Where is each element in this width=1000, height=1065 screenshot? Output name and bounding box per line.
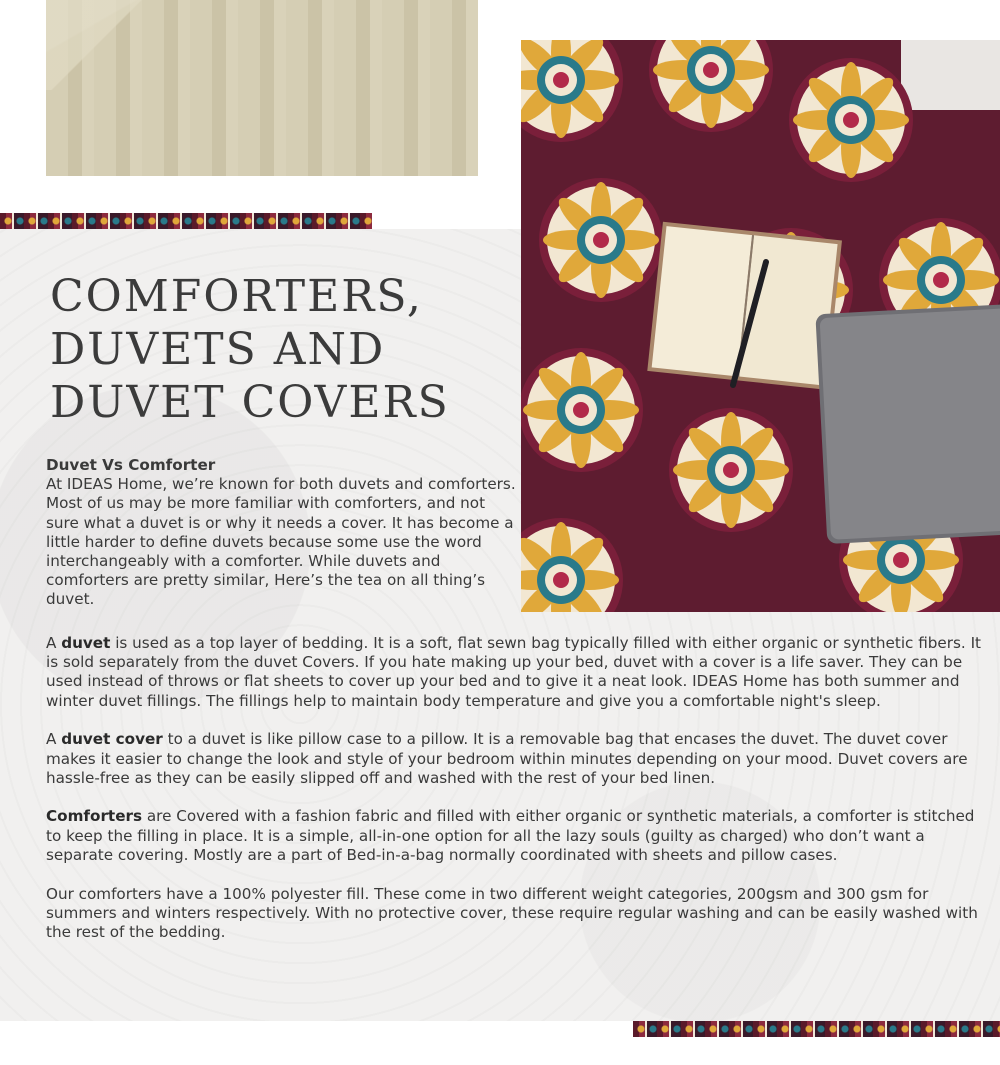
page-title [50,270,510,429]
mandala-strip-top [0,213,372,229]
title-line-3: DUVET COVERS [50,377,450,428]
paragraph-duvet-cover [46,730,986,788]
term-duvet: duvet [61,634,111,652]
bedspread-illustration [521,40,1000,612]
article-body [46,634,986,962]
title-line-2: DUVETS AND [50,324,386,375]
intro-subtitle: Duvet Vs Comforter [46,456,216,474]
title-line-1: COMFORTERS, [50,271,423,322]
paragraph-duvet [46,634,986,711]
paragraph-duvet-text: is used as a top layer of bedding. It is a soft, flat sewn bag typically filled with either organic or synthetic fibers. It is sold separately from the duvet Covers. If you hate making up your bed, duvet with a cover is a life saver. They can be used instead of throws or flat sheets to cover up your bed and to give it a neat look. IDEAS Home has both summer and winter duvet fillings. The fillings help to maintain body temperature and give you a comfortable night's sleep. [46,634,982,710]
paragraph-duvet-cover-text: to a duvet is like pillow case to a pillow. It is a removable bag that encases the duvet. The duvet cover makes it easier to change the look and style of your bedroom within minutes depending on your mood. Duvet covers are hassle-free as they can be easily slipped off and washed with the rest of your bed linen. [46,730,968,787]
paragraph-fill-text: Our comforters have a 100% polyester fill. These come in two different weight categories, 200gsm and 300 gsm for summers and winters respectively. With no protective cover, these require regular washing and can be easily washed with the rest of the bedding. [46,884,978,941]
term-comforters: Comforters [46,807,143,826]
intro-text: At IDEAS Home, we’re known for both duvets and comforters. Most of us may be more familiar with comforters, and not sure what a duvet is or why it needs a cover. It has become a little harder to define duvets because some use the word interchangeably with a comforter. While duvets and comforters are pretty similar, Here’s the tea on all thing’s duvet. [46,475,516,609]
paragraph-comforters-text: are Covered with a fashion fabric and filled with either organic or synthetic materials, a comforter is stitched to keep the filling in place. It is a simple, all-in-one option for all the lazy souls (guilty as charged) who don’t want a separate covering. Mostly are a part of Bed-in-a-bag normally coordinated with sheets and pillow cases. [46,807,975,864]
intro-section [46,456,516,610]
bedspread-photo [521,40,1000,612]
term-duvet-cover: duvet cover [61,730,163,749]
paragraph-lead: A [46,634,62,652]
paragraph-fill [46,885,986,943]
mandala-strip-bottom [633,1021,1000,1037]
paragraph-comforters [46,807,986,865]
fabric-photo [46,0,478,176]
paragraph-lead: A [46,730,62,749]
